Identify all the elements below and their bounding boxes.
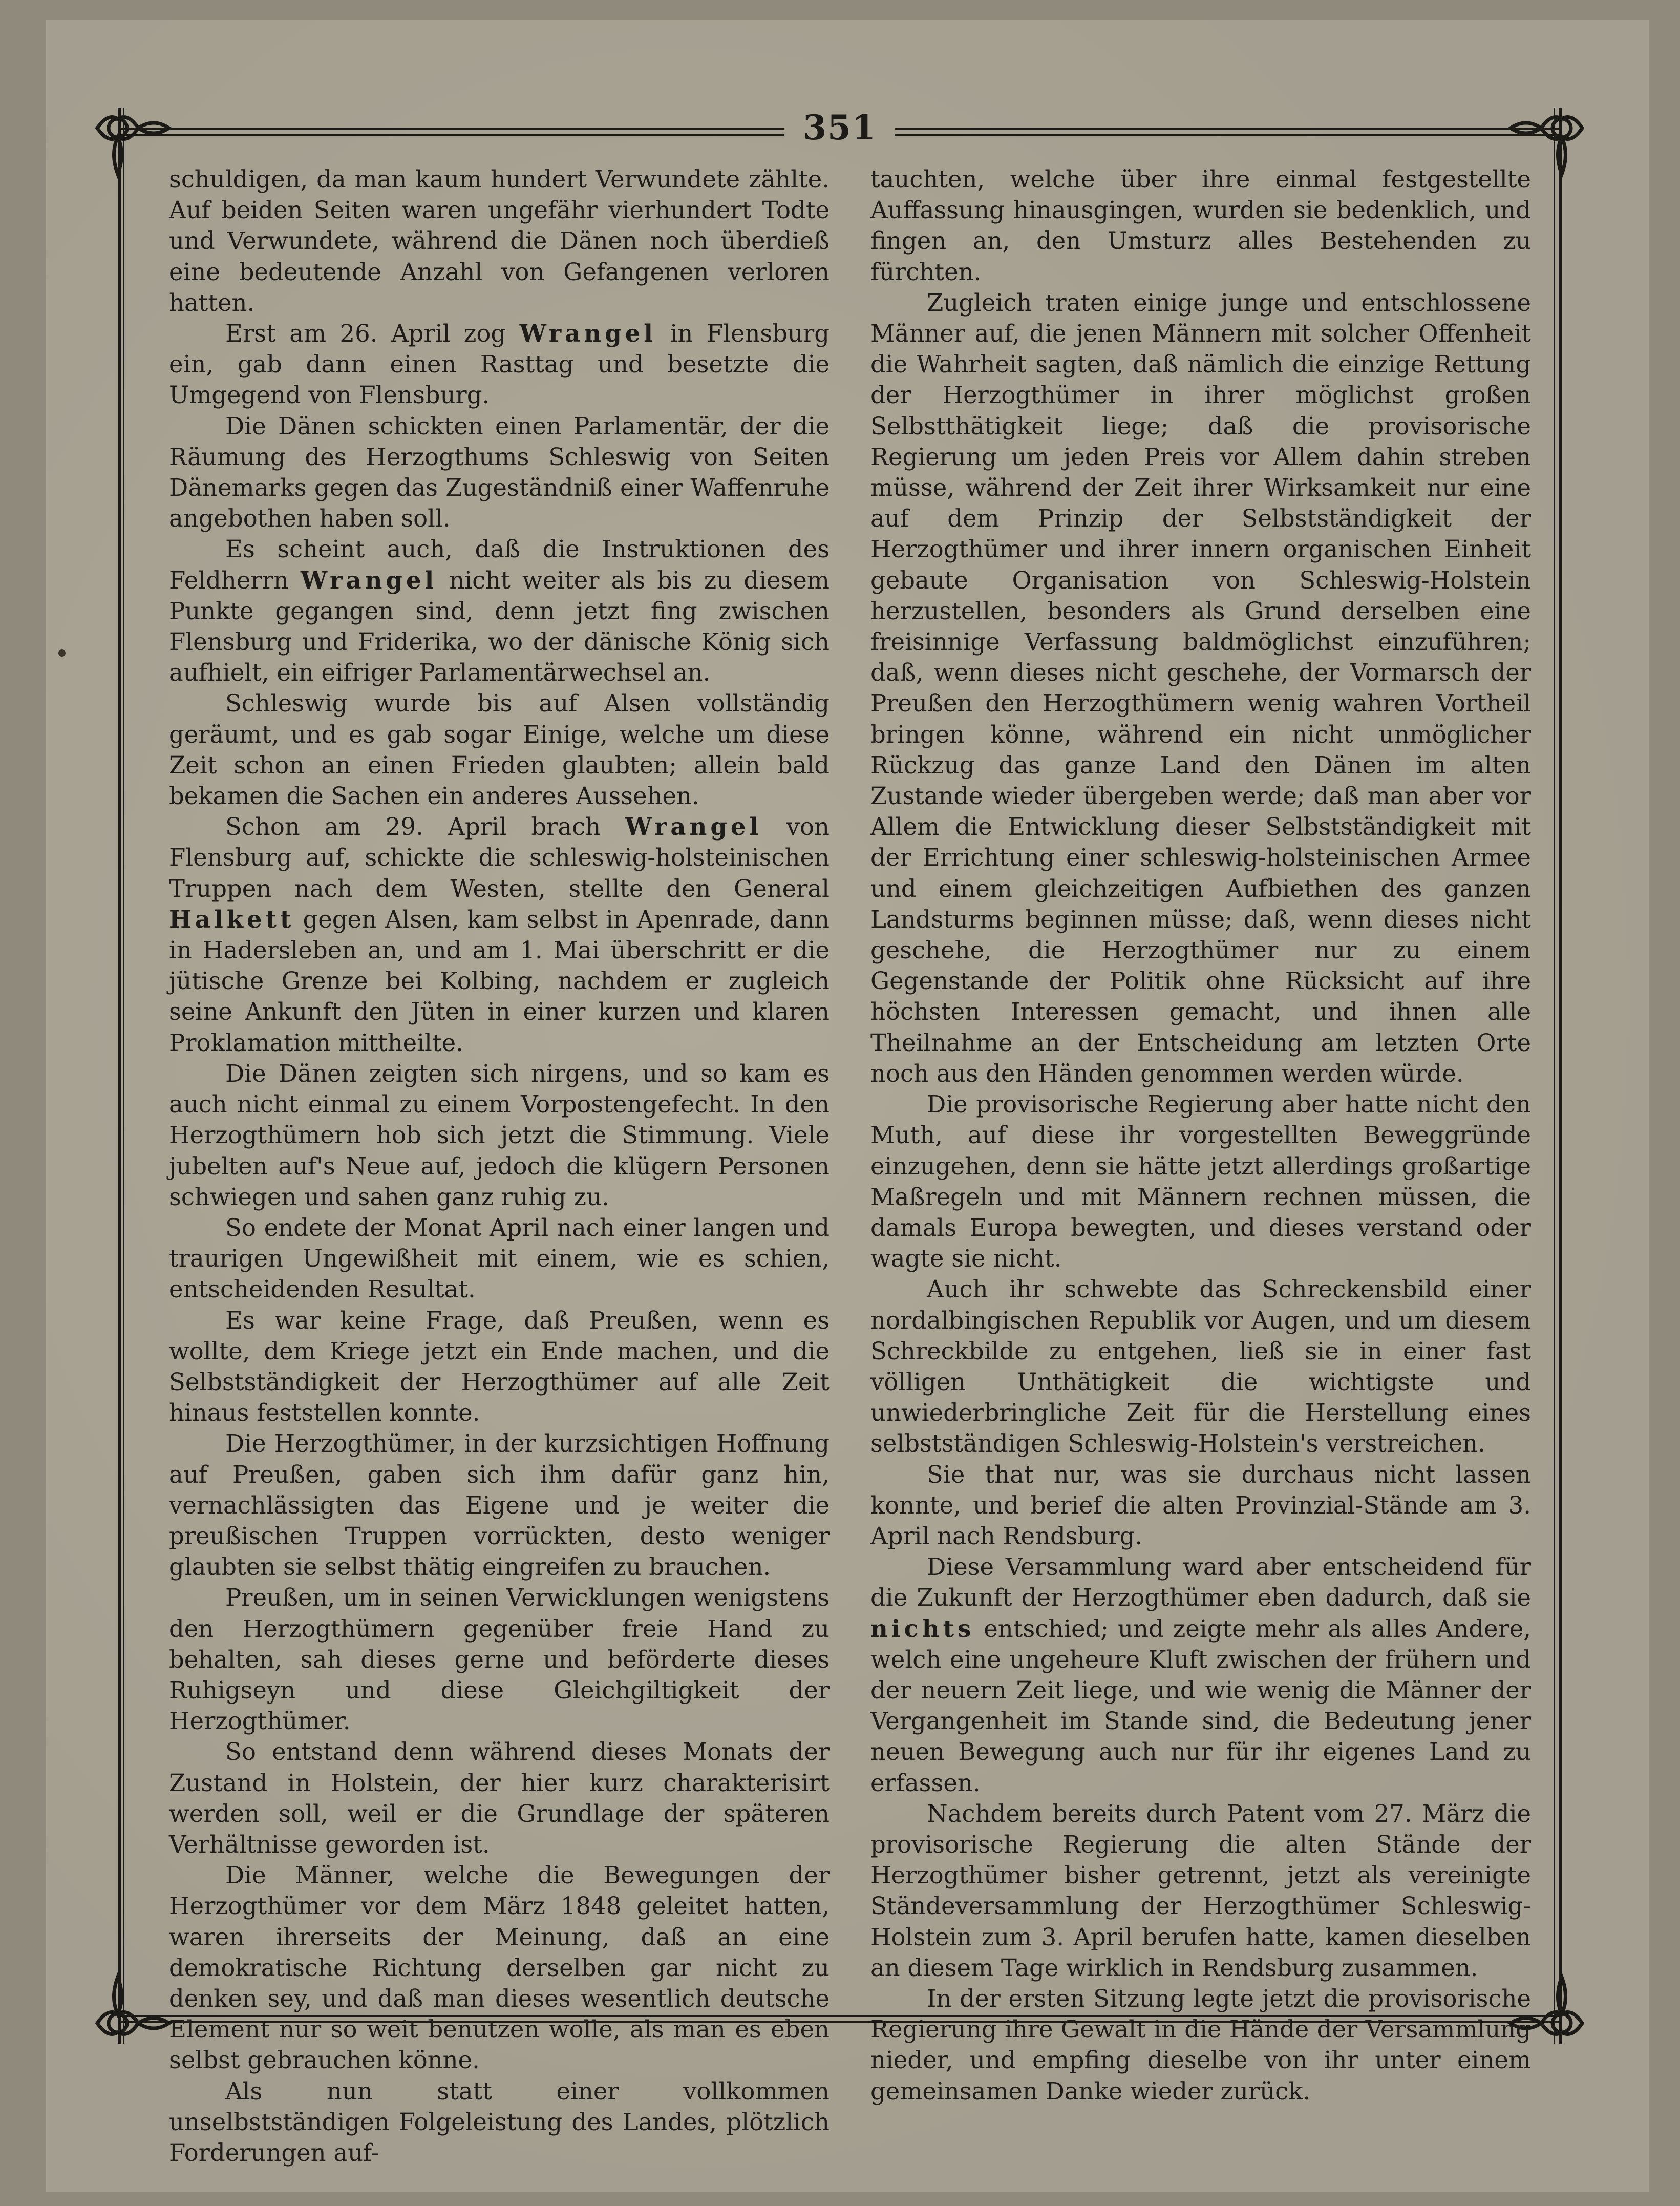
ornamental-frame	[118, 87, 1562, 2167]
page-sheet	[46, 20, 1649, 2192]
paragraph: Preußen, um in seinen Verwicklungen wenigstens den Herzogthümern gegenüber freie Hand zu behalten, sah dieses gerne und beförderte dieses Ruhigseyn und diese Gleichgiltigkeit der Herzogthümer.	[169, 1584, 830, 1735]
person-name: Wrangel	[300, 565, 438, 594]
paragraph: Die Männer, welche die Bewegungen der Herzogthümer vor dem März 1848 geleitet hatten, waren ihrerseits der Meinung, daß an eine demokratische Richtung derselben gar nicht zu denken sey, und daß man dieses wesentlich deutsche Element nur so weit benutzen wolle, als man es eben selbst gebrauchen könne.	[169, 1861, 830, 2074]
paragraph: Es scheint auch, daß die Instruktionen des Feldherrn Wrangel nicht weiter als bis zu diesem Punkte gegangen sind, denn jetzt fing zwischen Flensburg und Friderika, wo der dänische König sich aufhielt, ein eifriger Parlamentärwechsel an.	[169, 535, 830, 687]
paragraph: Es war keine Frage, daß Preußen, wenn es wollte, dem Kriege jetzt ein Ende machen, und die Selbstständigkeit der Herzogthümer auf alle Zeit hinaus feststellen konnte.	[169, 1306, 830, 1427]
paragraph: Schon am 29. April brach Wrangel von Flensburg auf, schickte die schleswig-holsteinischen Truppen nach dem Westen, stellte den General Halkett gegen Alsen, kam selbst in Apenrade, dann in Hadersleben an, und am 1. Mai überschritt er die jütische Grenze bei Kolbing, nachdem er zugleich seine Ankunft den Jüten in einer kurzen und klaren Proklamation mittheilte.	[169, 812, 830, 1057]
emphasized-word: nichts	[870, 1614, 975, 1643]
person-name: Halkett	[169, 905, 295, 933]
paragraph: Zugleich traten einige junge und entschlossene Männer auf, die jenen Männern mit solcher Offenheit die Wahrheit sagten, daß nämlich die einzige Rettung der Herzogthümer in ihrer möglichst großen Selbstthätigkeit liege; daß die provisorische Regierung um jeden Preis vor Allem dahin streben müsse, während der Zeit ihrer Wirksamkeit nur eine auf dem Prinzip der Selbstständigkeit der Herzogthümer und ihrer innern organischen Einheit gebaute Organisation von Schleswig-Holstein herzustellen, besonders als Grund derselben eine freisinnige Verfassung baldmöglichst einzuführen; daß, wenn dieses nicht geschehe, der Vormarsch der Preußen den Herzogthümern wenig wahren Vortheil bringen könne, während ein nicht unmöglicher Rückzug das ganze Land den Dänen im alten Zustande wieder übergeben werde; daß man aber vor Allem die Entwicklung dieser Selbstständigkeit mit der Errichtung einer schleswig-holsteinischen Armee und einem gleichzeitigen Aufbiethen des ganzen Landsturms beginnen müsse; daß, wenn dieses nicht geschehe, die Herzogthümer nur zu einem Gegenstande der Politik ohne Rücksicht auf ihre höchsten Interessen gemacht, und ihnen alle Theilnahme an der Entscheidung am letzten Orte noch aus den Händen genommen werden würde.	[870, 288, 1531, 1087]
paragraph: Die Dänen schickten einen Parlamentär, der die Räumung des Herzogthums Schleswig von Seiten Dänemarks gegen das Zugeständniß einer Waffenruhe angebothen haben soll.	[169, 412, 830, 533]
paragraph: Als nun statt einer vollkommen unselbstständigen Folgeleistung des Landes, plötzlich Forderungen auf-	[169, 2077, 830, 2167]
binding-hole	[58, 649, 66, 657]
paragraph: Sie that nur, was sie durchaus nicht lassen konnte, und berief die alten Provinzial-Stände am 3. April nach Rendsburg.	[870, 1460, 1531, 1550]
page-number: 351	[784, 108, 895, 148]
paragraph: Nachdem bereits durch Patent vom 27. März die provisorische Regierung die alten Stände der Herzogthümer bisher getrennt, jetzt als vereinigte Ständeversammlung der Herzogthümer Schleswig-Holstein zum 3. April berufen hatte, kamen dieselben an diesem Tage wirklich in Rendsburg zusammen.	[870, 1799, 1531, 1982]
paragraph: tauchten, welche über ihre einmal festgestellte Auffassung hinausgingen, wurden sie bedenklich, und fingen an, den Umsturz alles Bestehenden zu fürchten.	[870, 165, 1531, 286]
paragraph: So entstand denn während dieses Monats der Zustand in Holstein, der hier kurz charakterisirt werden soll, weil er die Grundlage der späteren Verhältnisse geworden ist.	[169, 1738, 830, 1858]
person-name: Wrangel	[519, 319, 656, 348]
paragraph: Die Dänen zeigten sich nirgens, und so kam es auch nicht einmal zu einem Vorpostengefecht. In den Herzogthümern hob sich jetzt die Stimmung. Viele jubelten auf's Neue auf, jedoch die klügern Personen schwiegen und sahen ganz ruhig zu.	[169, 1059, 830, 1211]
text-column-right	[870, 164, 1531, 2107]
text-column-left	[169, 164, 830, 2168]
paragraph: In der ersten Sitzung legte jetzt die provisorische Regierung ihre Gewalt in die Hände der Versammlung nieder, und empfing dieselbe von ihr unter einem gemeinsamen Danke wieder zurück.	[870, 1984, 1531, 2105]
paragraph: Erst am 26. April zog Wrangel in Flensburg ein, gab dann einen Rasttag und besetzte die Umgegend von Flensburg.	[169, 319, 830, 409]
paragraph: Die Herzogthümer, in der kurzsichtigen Hoffnung auf Preußen, gaben sich ihm dafür ganz hin, vernachlässigten das Eigene und je weiter die preußischen Truppen vorrückten, desto weniger glaubten sie selbst thätig eingreifen zu brauchen.	[169, 1430, 830, 1581]
paragraph: Schleswig wurde bis auf Alsen vollständig geräumt, und es gab sogar Einige, welche um diese Zeit schon an einen Frieden glaubten; allein bald bekamen die Sachen ein anderes Aussehen.	[169, 689, 830, 810]
paragraph: schuldigen, da man kaum hundert Verwundete zählte. Auf beiden Seiten waren ungefähr vierhundert Todte und Verwundete, während die Dänen noch überdieß eine bedeutende Anzahl von Gefangenen verloren hatten.	[169, 165, 830, 317]
paragraph: Diese Versammlung ward aber entscheidend für die Zukunft der Herzogthümer eben dadurch, daß sie nichts entschied; und zeigte mehr als alles Andere, welch eine ungeheure Kluft zwischen der frühern und der neuern Zeit liege, und wie wenig die Männer der Vergangenheit im Stande sind, die Bedeutung jener neuen Bewegung auch nur für ihr eigenes Land zu erfassen.	[870, 1553, 1531, 1797]
paragraph: Die provisorische Regierung aber hatte nicht den Muth, auf diese ihr vorgestellten Beweggründe einzugehen, denn sie hätte jetzt allerdings großartige Maßregeln und mit Männern rechnen müssen, die damals Europa bewegten, und dieses verstand oder wagte sie nicht.	[870, 1090, 1531, 1273]
right-border-rule	[1559, 108, 1562, 2044]
left-border-rule	[118, 108, 121, 2044]
person-name: Wrangel	[625, 812, 762, 841]
paragraph: Auch ihr schwebte das Schreckensbild einer nordalbingischen Republik vor Augen, und um diesem Schreckbilde zu entgehen, ließ sie in einer fast völligen Unthätigkeit die wichtigste und unwiederbringliche Zeit für die Herstellung eines selbstständigen Schleswig-Holstein's verstreichen.	[870, 1275, 1531, 1458]
paragraph: So endete der Monat April nach einer langen und traurigen Ungewißheit mit einem, wie es schien, entscheidenden Resultat.	[169, 1213, 830, 1304]
